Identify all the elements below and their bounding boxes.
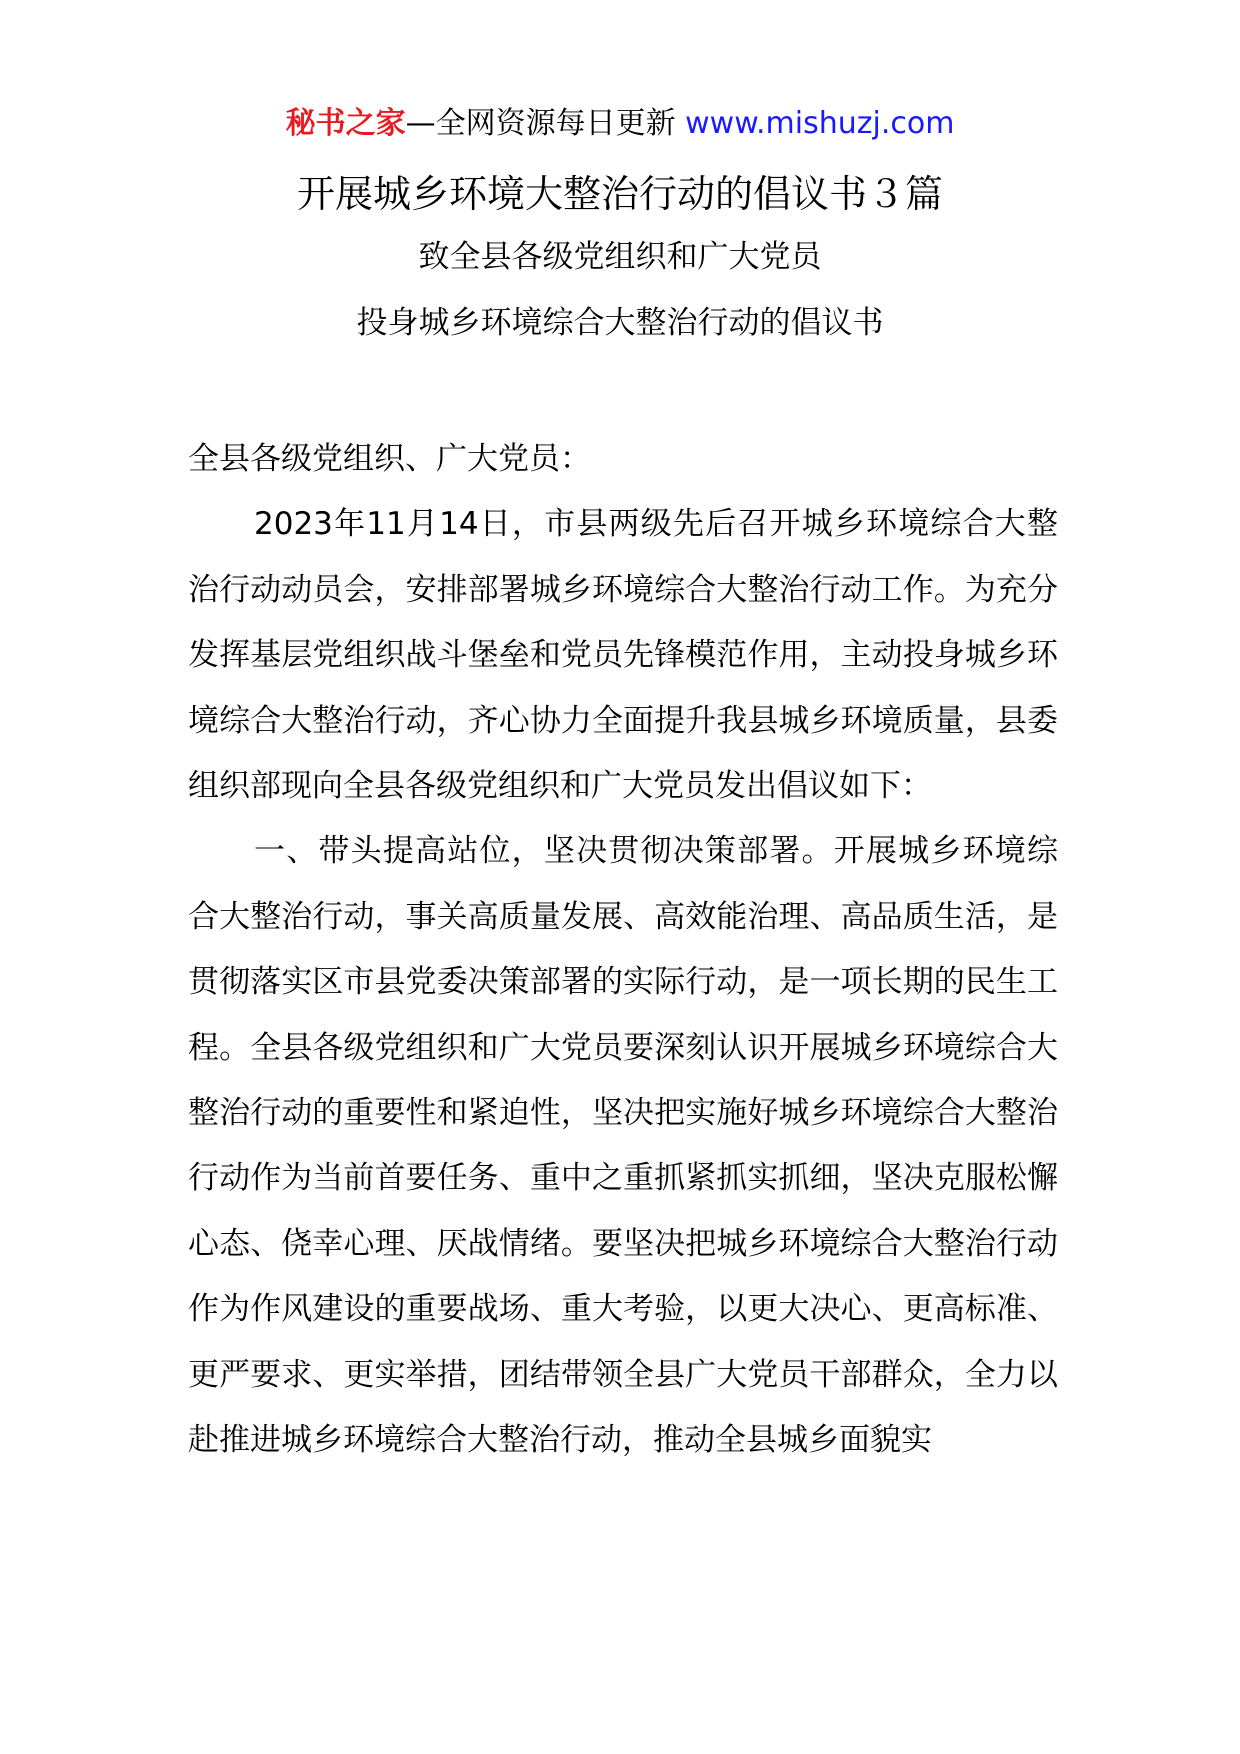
salutation: 全县各级党组织、广大党员： [188, 441, 591, 477]
site-header [0, 100, 1240, 148]
paragraph-intro: 2023年11月14日，市县两级先后召开城乡环境综合大整治行动动员会，安排部署城乡环境综合大整治行动工作。为充分发挥基层党组织战斗堡垒和党员先锋模范作用，主动投身城乡环境综合大整治行动，齐心协力全面提升我县城乡环境质量，县委组织部现向全县各级党组织和广大党员发出倡议如下： [188, 506, 1058, 805]
paragraph-point-one: 一、带头提高站位，坚决贯彻决策部署。开展城乡环境综合大整治行动，事关高质量发展、高效能治理、高品质生活，是贯彻落实区市县党委决策部署的实际行动，是一项长期的民生工程。全县各级党组织和广大党员要深刻认识开展城乡环境综合大整治行动的重要性和紧迫性，坚决把实施好城乡环境综合大整治行动作为当前首要任务、重中之重抓紧抓实抓细，坚决克服松懈心态、侥幸心理、厌战情绪。要坚决把城乡环境综合大整治行动作为作风建设的重要战场、重大考验，以更大决心、更高标准、更严要求、更实举措，团结带领全县广大党员干部群众，全力以赴推进城乡环境综合大整治行动，推动全县城乡面貌实 [188, 833, 1058, 1459]
site-url-link[interactable]: www.mishuzj.com [685, 106, 955, 141]
document-body [188, 427, 1058, 1474]
document-title: 开展城乡环境大整治行动的倡议书３篇 [296, 172, 943, 216]
document-subtitle-topic: 投身城乡环境综合大整治行动的倡议书 [356, 305, 884, 341]
header-tagline: —全网资源每日更新 [405, 106, 676, 141]
document-subtitle-recipients: 致全县各级党组织和广大党员 [418, 239, 822, 275]
brand-name: 秘书之家 [285, 106, 406, 141]
